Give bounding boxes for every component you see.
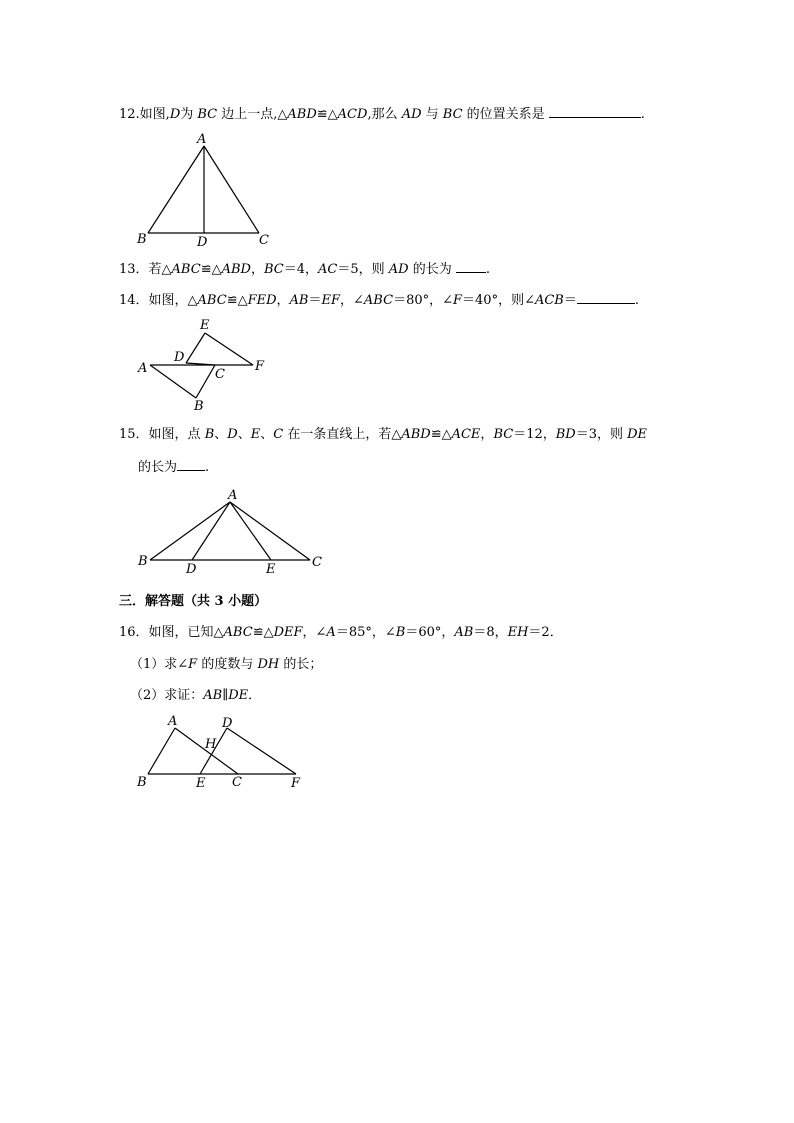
question-16-part-1: （1）求∠F 的度数与 DH 的长； — [130, 657, 323, 672]
figure-15 — [130, 485, 330, 580]
figure-16 — [130, 710, 315, 795]
answer-blank-15[interactable] — [177, 458, 205, 471]
label-A: A — [197, 132, 207, 147]
question-13: 13．若△ABC≌△ABD，BC＝4，AC＝5，则 AD 的长为 . — [119, 262, 490, 277]
label-D: D — [197, 235, 208, 250]
answer-blank-14[interactable] — [577, 291, 635, 304]
label-D: D — [186, 562, 197, 577]
answer-blank-13[interactable] — [456, 260, 486, 273]
question-15-line2: 的长为 . — [138, 460, 210, 475]
label-E: E — [196, 776, 206, 791]
section-title-3: 三．解答题（共 3 小题） — [119, 594, 268, 609]
label-B: B — [194, 399, 204, 414]
label-B: B — [137, 232, 147, 247]
label-E: E — [200, 318, 210, 333]
label-F: F — [255, 359, 265, 374]
label-C: C — [215, 367, 225, 382]
label-C: C — [312, 555, 322, 570]
label-C: C — [232, 775, 242, 790]
label-D: D — [222, 716, 233, 731]
label-A: A — [168, 714, 178, 729]
label-C: C — [259, 233, 269, 248]
label-B: B — [137, 775, 147, 790]
label-E: E — [266, 562, 276, 577]
question-12: 12.如图,D为 BC 边上一点,△ABD≌△ACD,那么 AD 与 BC 的位置关系是 . — [119, 107, 645, 122]
question-14: 14．如图，△ABC≌△FED，AB＝EF，∠ABC＝80°，∠F＝40°，则∠ACB＝ . — [119, 293, 640, 308]
question-15: 15．如图，点 B、D、E、C 在一条直线上，若△ABD≌△ACE，BC＝12，BD＝3，则 DE — [119, 427, 648, 442]
label-A: A — [228, 488, 238, 503]
label-H: H — [205, 737, 217, 752]
question-16: 16．如图，已知△ABC≌△DEF，∠A＝85°，∠B＝60°，AB＝8，EH＝2． — [119, 625, 563, 640]
label-F: F — [291, 776, 301, 791]
answer-blank-12[interactable] — [549, 105, 641, 118]
label-B: B — [138, 554, 148, 569]
question-16-part-2: （2）求证：AB∥DE． — [130, 688, 262, 703]
label-A: A — [138, 361, 148, 376]
figure-14 — [130, 315, 275, 415]
figure-12 — [130, 130, 280, 250]
label-D: D — [174, 350, 185, 365]
